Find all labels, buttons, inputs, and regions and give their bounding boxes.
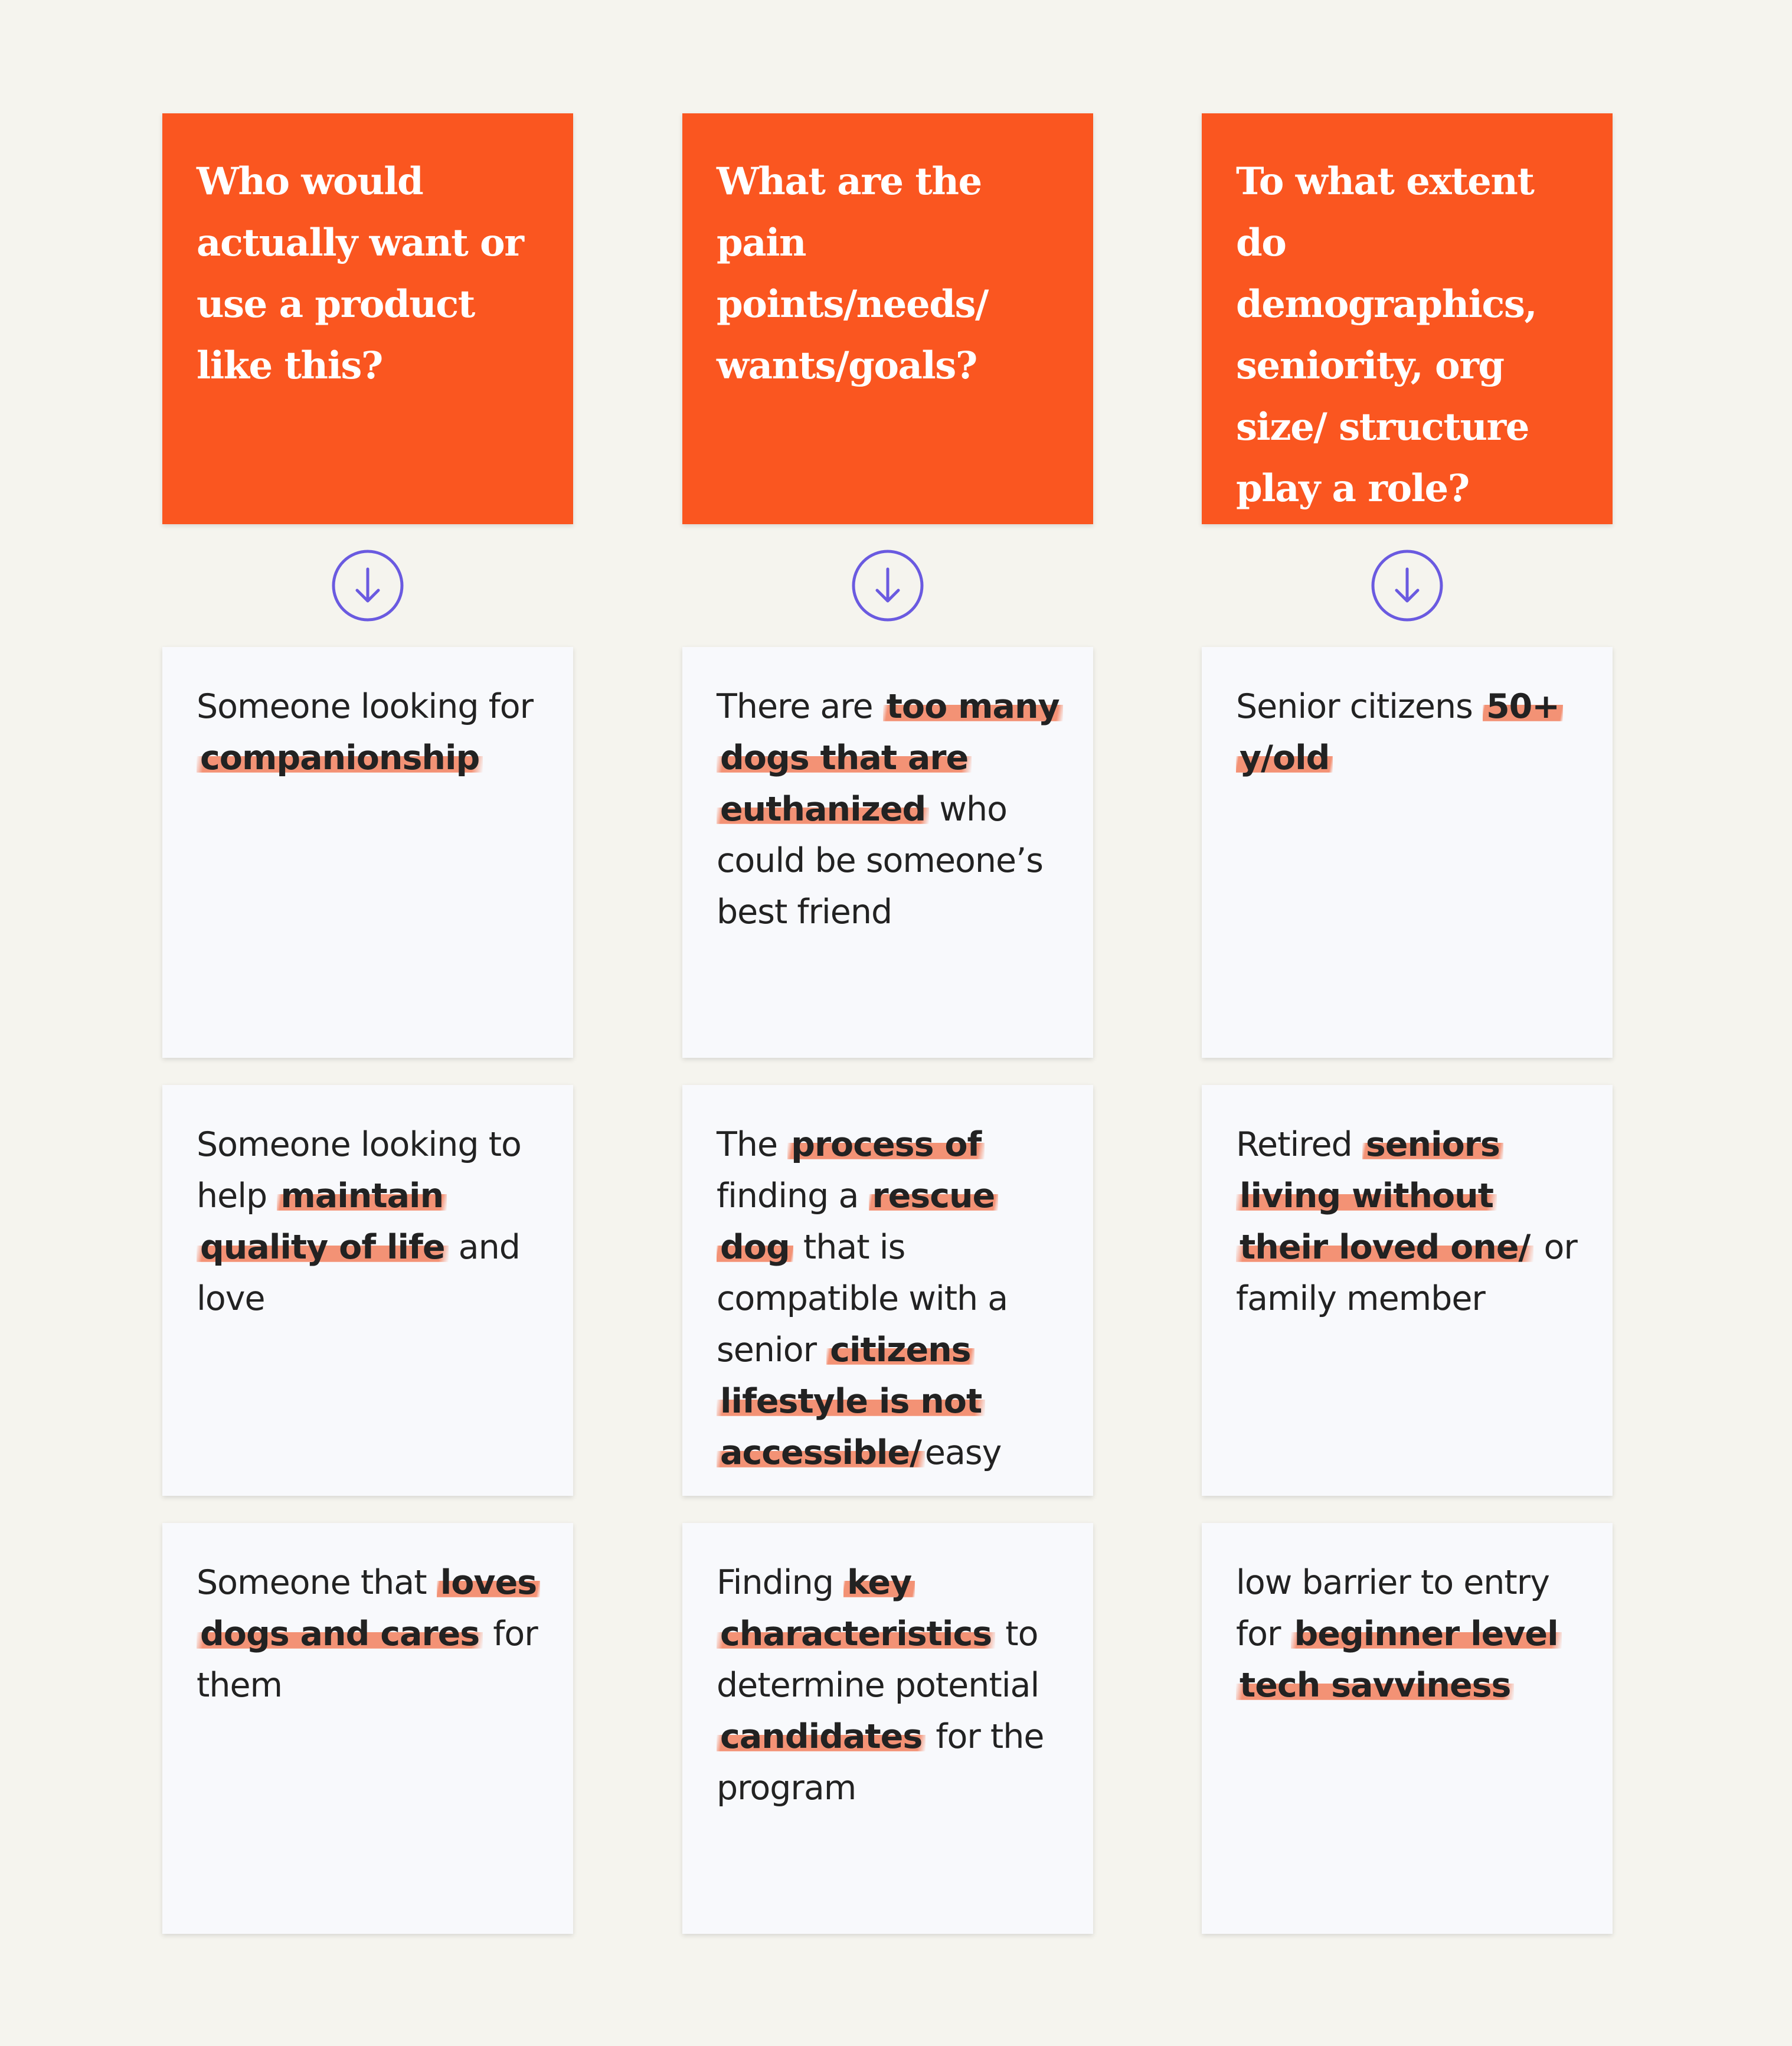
highlighted-phrase: maintain quality of life <box>197 1176 449 1267</box>
note-text <box>197 681 540 784</box>
question-card[interactable] <box>682 113 1093 524</box>
sticky-note[interactable] <box>1202 647 1613 1058</box>
note-segment: that is compatible with a senior <box>717 1228 1008 1370</box>
highlighted-phrase: loves dogs and cares <box>197 1563 540 1653</box>
question-card[interactable] <box>1202 113 1613 524</box>
sticky-note[interactable] <box>682 647 1093 1058</box>
note-segment: Senior citizens <box>1236 687 1483 726</box>
note-segment: and love <box>197 1228 520 1318</box>
note-segment: The <box>717 1125 788 1164</box>
highlighted-phrase: key characteristics <box>717 1563 995 1653</box>
note-text <box>1236 681 1580 784</box>
note-text <box>1236 1557 1580 1711</box>
sticky-note[interactable] <box>1202 1085 1613 1496</box>
highlighted-phrase: candidates <box>717 1717 926 1756</box>
question-text: What are the pain points/needs/ wants/goals? <box>717 159 988 388</box>
arrow-down-circle-icon <box>851 549 924 622</box>
question-card[interactable] <box>162 113 573 524</box>
note-text <box>717 681 1060 938</box>
note-segment: or family member <box>1236 1228 1577 1318</box>
column-pain-points <box>682 113 1093 1961</box>
highlighted-phrase: rescue dog <box>717 1176 998 1267</box>
highlighted-phrase: companionship <box>197 738 483 777</box>
column-demographics <box>1202 113 1613 1961</box>
note-text <box>197 1119 540 1325</box>
note-segment: who could be someone’s best friend <box>717 790 1043 932</box>
note-text <box>717 1119 1060 1479</box>
highlighted-phrase: seniors living without their loved one/ <box>1236 1125 1533 1267</box>
arrow-connector <box>1202 524 1613 647</box>
note-segment: Retired <box>1236 1125 1362 1164</box>
note-text <box>197 1557 540 1711</box>
note-segment: finding a <box>717 1176 869 1215</box>
sticky-note[interactable] <box>162 647 573 1058</box>
highlighted-phrase: citizens lifestyle is not accessible/ <box>717 1331 985 1472</box>
arrow-connector <box>682 524 1093 647</box>
note-segment: Someone looking for <box>197 687 534 726</box>
arrow-down-circle-icon <box>331 549 404 622</box>
column-target-users <box>162 113 573 1961</box>
note-segment: for the program <box>717 1717 1044 1808</box>
note-segment: low barrier to entry for <box>1236 1563 1549 1653</box>
question-text: To what extent do demographics, seniority, org size/ structure play a role? <box>1236 159 1537 511</box>
note-segment: Finding <box>717 1563 844 1602</box>
highlighted-phrase: process of <box>787 1125 985 1164</box>
note-segment: There are <box>717 687 883 726</box>
highlighted-phrase: too many dogs that are euthanized <box>717 687 1063 829</box>
note-segment: for them <box>197 1614 538 1705</box>
note-text <box>717 1557 1060 1814</box>
arrow-down-circle-icon <box>1371 549 1444 622</box>
sticky-note[interactable] <box>682 1523 1093 1934</box>
question-text: Who would actually want or use a product like this? <box>197 159 524 388</box>
note-segment: easy <box>924 1433 1002 1472</box>
sticky-note[interactable] <box>162 1085 573 1496</box>
note-segment: Someone that <box>197 1563 437 1602</box>
note-segment: to determine potential <box>717 1614 1039 1705</box>
sticky-note[interactable] <box>1202 1523 1613 1934</box>
sticky-note[interactable] <box>162 1523 573 1934</box>
highlighted-phrase: beginner level tech savviness <box>1236 1614 1562 1705</box>
note-segment: Someone looking to help <box>197 1125 521 1215</box>
arrow-connector <box>162 524 573 647</box>
highlighted-phrase: 50+ y/old <box>1236 687 1563 777</box>
sticky-note[interactable] <box>682 1085 1093 1496</box>
note-text <box>1236 1119 1580 1325</box>
